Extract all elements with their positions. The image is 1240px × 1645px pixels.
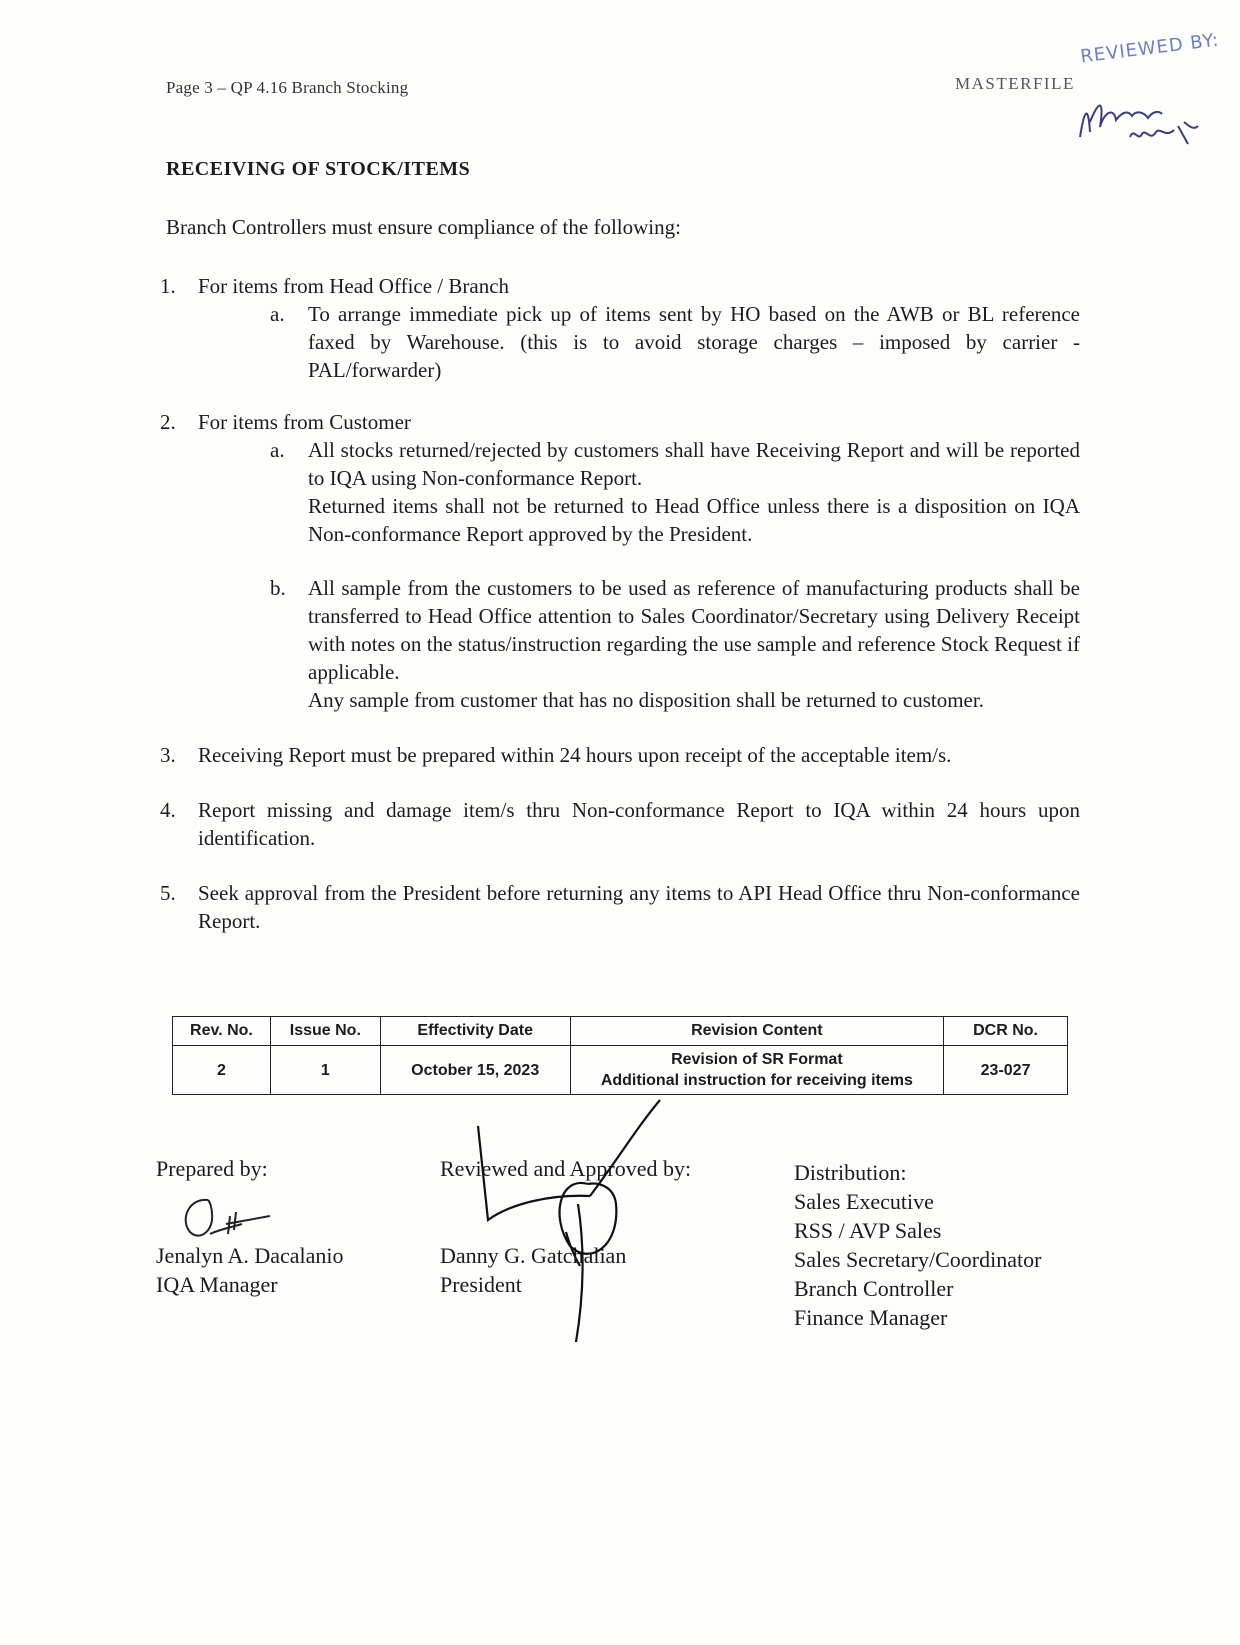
page-reference: Page 3 – QP 4.16 Branch Stocking xyxy=(166,78,409,97)
sub-item-text: To arrange immediate pick up of items sent by HO based on the AWB or BL reference faxed by Warehouse. (this is to avoid storage charges – imposed by carrier - PAL/forwarder) xyxy=(308,302,1080,382)
distribution-label: Distribution: xyxy=(794,1160,907,1185)
approver-name: Danny G. Gatchalian xyxy=(440,1243,627,1268)
column-header: Effectivity Date xyxy=(380,1017,570,1046)
item-title: For items from Customer xyxy=(198,410,411,434)
item-number: 4. xyxy=(160,798,176,822)
preparer-name: Jenalyn A. Dacalanio xyxy=(156,1243,344,1268)
item-title: Seek approval from the President before returning any items to API Head Office thru Non-conformance Report. xyxy=(198,881,1080,933)
sub-item-letter: a. xyxy=(270,302,285,326)
dcr-no-cell: 23-027 xyxy=(944,1046,1068,1095)
sub-item-text: Any sample from customer that has no disposition shall be returned to customer. xyxy=(308,688,984,712)
column-header: Issue No. xyxy=(270,1017,380,1046)
compliance-list xyxy=(160,272,1080,935)
distribution-recipient: Branch Controller xyxy=(794,1276,954,1301)
item-number: 1. xyxy=(160,274,176,298)
item-title: Report missing and damage item/s thru Non-conformance Report to IQA within 24 hours upon identification. xyxy=(198,798,1080,850)
item-number: 3. xyxy=(160,743,176,767)
reviewed-by-stamp: REVIEWED BY: xyxy=(1079,29,1221,68)
masterfile-label: MASTERFILE xyxy=(955,74,1075,93)
intro-text: Branch Controllers must ensure compliance of the following: xyxy=(166,215,681,239)
section-title: RECEIVING OF STOCK/ITEMS xyxy=(166,158,471,180)
revision-content-cell xyxy=(570,1046,944,1095)
distribution-recipient: Finance Manager xyxy=(794,1305,948,1330)
item-title: Receiving Report must be prepared within 24 hours upon receipt of the acceptable item/s. xyxy=(198,743,952,767)
approved-by-label: Reviewed and Approved by: xyxy=(440,1156,692,1181)
sub-item xyxy=(270,574,1080,714)
column-header: Revision Content xyxy=(570,1017,944,1046)
rev-no-cell: 2 xyxy=(173,1046,271,1095)
distribution-recipient: RSS / AVP Sales xyxy=(794,1218,942,1243)
prepared-by-label: Prepared by: xyxy=(156,1156,268,1181)
sub-item-text: Returned items shall not be returned to Head Office unless there is a disposition on IQA Non-conformance Report approved by the President. xyxy=(308,494,1080,546)
revision-content-line: Revision of SR Format xyxy=(671,1051,843,1068)
sub-item-text: All stocks returned/rejected by customers shall have Receiving Report and will be reported to IQA using Non-conformance Report. xyxy=(308,438,1080,490)
revision-table xyxy=(172,1016,1068,1095)
preparer-title: IQA Manager xyxy=(156,1272,278,1297)
reviewer-initials-signature xyxy=(1070,82,1210,162)
column-header: Rev. No. xyxy=(173,1017,271,1046)
sub-item-letter: a. xyxy=(270,438,285,462)
effectivity-date-cell: October 15, 2023 xyxy=(380,1046,570,1095)
distribution-recipient: Sales Executive xyxy=(794,1189,934,1214)
sub-item xyxy=(270,436,1080,548)
sub-item xyxy=(270,300,1080,384)
list-item xyxy=(160,408,1080,436)
item-number: 2. xyxy=(160,410,176,434)
issue-no-cell: 1 xyxy=(270,1046,380,1095)
table-header-row xyxy=(173,1017,1068,1046)
sub-item-letter: b. xyxy=(270,576,286,600)
sub-item-text: All sample from the customers to be used as reference of manufacturing products shall be transferred to Head Office attention to Sales Coordinator/Secretary using Delivery Receipt with notes on the status/instruction regarding the use sample and reference Stock Request if applicable. xyxy=(308,576,1080,684)
list-item xyxy=(160,796,1080,852)
item-number: 5. xyxy=(160,881,176,905)
revision-content-line: Additional instruction for receiving items xyxy=(600,1072,913,1089)
item-title: For items from Head Office / Branch xyxy=(198,274,510,298)
list-item xyxy=(160,879,1080,935)
list-item xyxy=(160,741,1080,769)
preparer-signature xyxy=(170,1190,290,1250)
list-item xyxy=(160,272,1080,300)
approver-title: President xyxy=(440,1272,522,1297)
column-header: DCR No. xyxy=(944,1017,1068,1046)
approver-signature xyxy=(470,1096,690,1356)
distribution-block xyxy=(794,1158,1041,1332)
distribution-recipient: Sales Secretary/Coordinator xyxy=(794,1247,1042,1272)
table-row xyxy=(173,1046,1068,1095)
